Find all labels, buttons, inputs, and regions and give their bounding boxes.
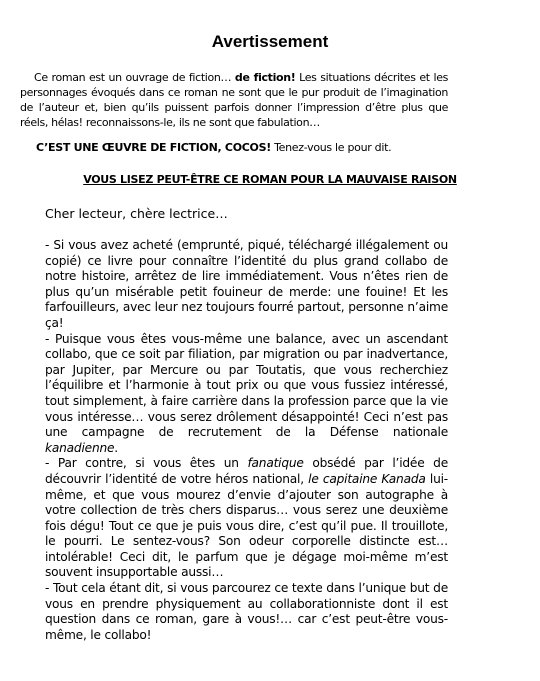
paragraph-3-italic-2: le capitaine Kanada xyxy=(308,471,426,486)
paragraph-4: - Tout cela étant dit, si vous parcourez ce texte dans l’unique but de vous en prendre physiquement au collaborationniste dont il est question dans ce roman, gare à vous!… car c’est peut-être vous-même, le collabo! xyxy=(45,581,448,642)
paragraph-3 xyxy=(45,456,448,581)
intro-paragraph xyxy=(20,70,448,130)
body-text xyxy=(45,238,448,643)
intro-emphasis: de fiction! xyxy=(234,71,296,84)
section-subtitle: VOUS LISEZ PEUT-ÊTRE CE ROMAN POUR LA MAUVAISE RAISON xyxy=(83,173,457,186)
paragraph-3-a: - Par contre, si vous êtes un xyxy=(45,456,248,471)
greeting: Cher lecteur, chère lectrice… xyxy=(45,206,228,221)
fiction-line xyxy=(36,140,466,155)
paragraph-2-end: . xyxy=(114,440,118,455)
paragraph-3-italic-1: fanatique xyxy=(247,456,304,471)
intro-text-b: Les situations décrites et les personnages évoqués dans ce roman ne sont que le pur produit de l’imagination de l’auteur et, bien qu’ils puissent parfois donner l’impression d’être plus que réels, hélas! reconnaissons-le, ils ne sont que fabulation… xyxy=(20,71,448,129)
fiction-line-bold: C’EST UNE ŒUVRE DE FICTION, COCOS! xyxy=(36,141,271,154)
paragraph-3-c: lui-même, et que vous mourez d’envie d’ajouter son autographe à votre collection de très chers disparus… vous serez une deuxième fois dégu! Tout ce que je puis vous dire, c’est qu’il pue. Il trouillote, le pourri. Le sentez-vous? Son odeur corporelle distincte est… intolérable! Ceci dit, le parfum que je dégage moi-même m’est souvent insupportable aussi… xyxy=(45,471,448,580)
paragraph-3-b: obsédé par l’idée de découvrir l’identité de votre héros national, xyxy=(45,456,449,486)
intro-text-a: Ce roman est un ouvrage de fiction… xyxy=(34,71,235,84)
paragraph-2-italic: kanadienne xyxy=(45,440,115,455)
paragraph-2 xyxy=(45,332,448,457)
paragraph-2-text: - Puisque vous êtes vous-même une balance, avec un ascendant collabo, que ce soit par filiation, par migration ou par inadvertance, par Jupiter, par Mercure ou par Toutatis, que vous recherchiez l’équilibre et l’harmonie à tout prix ou que vous fussiez intéressé, tout simplement, à faire carrière dans la profession parce que la vie vous intéresse… vous serez drôlement désappointé! Ceci n’est pas une campagne de recrutement de la Défense nationale xyxy=(45,331,448,440)
page-title: Avertissement xyxy=(211,32,329,51)
paragraph-1: - Si vous avez acheté (emprunté, piqué, téléchargé illégalement ou copié) ce livre pour connaître l’identité du plus grand collabo de notre histoire, arrêtez de lire immédiatement. Vous n’êtes rien de plus qu’un misérable petit fouineur de merde: une fouine! Et les farfouilleurs, avec leur nez toujours fourré partout, personne n’aime ça! xyxy=(45,238,448,330)
fiction-line-rest: Tenez-vous le pour dit. xyxy=(270,141,392,154)
